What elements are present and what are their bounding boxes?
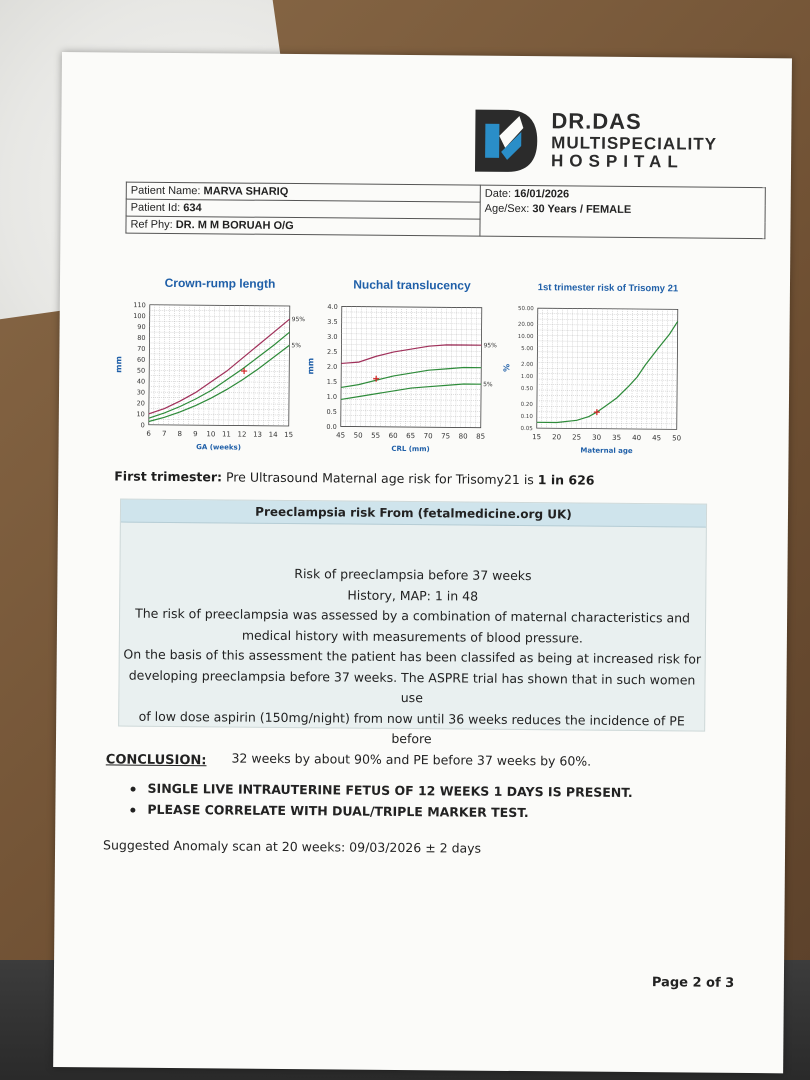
y-tick-label: 20 (136, 399, 145, 408)
nt-chart (298, 274, 500, 466)
x-tick-label: 11 (221, 430, 231, 439)
y-tick-label: 10.00 (517, 333, 534, 341)
pe-line: On the basis of this assessment the patient has been classifed as being at increased risk for (123, 646, 702, 667)
page-total: 3 (725, 975, 735, 991)
pe-line: Risk of preeclampsia before 37 weeks (294, 566, 532, 584)
agesex-label: Age/Sex: (484, 202, 530, 216)
page-of: of (706, 975, 721, 991)
series-label: 95% (483, 342, 497, 350)
date-age-cell (480, 185, 765, 238)
suggested-scan-value: 09/03/2026 ± 2 days (349, 839, 482, 856)
conclusion-item (130, 802, 528, 820)
pe-line: 32 weeks by about 90% and PE before 37 weeks by 60%. (231, 750, 592, 769)
pe-line: History, MAP: 1 in 48 (347, 587, 479, 604)
y-tick-label: 20.00 (517, 321, 534, 329)
hospital-logo-icon (471, 106, 542, 177)
x-tick-label: 8 (177, 430, 183, 439)
x-tick-label: 45 (652, 434, 662, 443)
y-tick-label: 2.0 (326, 362, 338, 371)
x-tick-label: 75 (441, 432, 451, 441)
x-tick-label: 13 (253, 430, 263, 439)
y-tick-label: 3.0 (327, 332, 338, 341)
series-label: 95% (291, 316, 306, 324)
y-tick-label: 10 (136, 410, 145, 419)
patient-info-table (125, 182, 765, 240)
y-tick-label: 0.0 (326, 422, 337, 431)
patient-name-label: Patient Name: (130, 184, 201, 198)
patient-name-value: MARVA SHARIQ (203, 185, 289, 198)
x-tick-label: 35 (612, 433, 622, 442)
pe-line: medical history with measurements of blood pressure. (241, 627, 583, 646)
x-tick-label: 65 (406, 432, 416, 441)
y-tick-label: 50 (136, 366, 146, 375)
page-current: 2 (692, 975, 702, 991)
ref-phy-label: Ref Phy: (130, 218, 173, 231)
date-value: 16/01/2026 (514, 187, 570, 201)
bullet-icon (131, 787, 136, 792)
x-tick-label: 10 (206, 430, 216, 439)
conclusion-title: CONCLUSION: (105, 752, 207, 769)
x-tick-label: 20 (552, 433, 562, 442)
chart-title: Crown-rump length (164, 275, 276, 291)
pe-line: of low dose aspirin (150mg/night) from now until 36 weeks reduces the incidence of PE before (138, 708, 685, 747)
hospital-name-line2: MULTISPECIALITY (551, 133, 718, 154)
x-tick-label: 40 (632, 433, 642, 443)
y-axis-label: mm (114, 356, 124, 373)
y-tick-label: 110 (133, 301, 146, 310)
y-tick-label: 0.05 (520, 426, 533, 433)
x-tick-label: 12 (237, 430, 247, 439)
series-label: 5% (291, 342, 302, 350)
x-axis-label: CRL (mm) (391, 444, 430, 454)
patient-id-value: 634 (183, 202, 202, 215)
x-tick-label: 6 (146, 429, 151, 438)
hospital-name-line1: DR.DAS (551, 108, 642, 135)
y-tick-label: 0.20 (520, 401, 533, 409)
y-tick-label: 70 (137, 344, 146, 353)
y-tick-label: 1.0 (326, 392, 338, 401)
conclusion-item-text: SINGLE LIVE INTRAUTERINE FETUS OF 12 WEEKS 1 DAYS IS PRESENT. (147, 780, 633, 801)
x-tick-label: 55 (371, 431, 381, 440)
x-tick-label: 85 (476, 432, 486, 441)
report-page (53, 52, 792, 1073)
y-tick-label: 90 (137, 322, 146, 332)
x-tick-label: 7 (161, 429, 167, 438)
x-axis-label: GA (weeks) (196, 443, 241, 452)
x-tick-label: 80 (458, 432, 468, 441)
x-tick-label: 9 (193, 430, 198, 439)
first-trimester-risk-value: 1 in 626 (537, 472, 595, 488)
x-tick-label: 15 (284, 430, 294, 440)
x-tick-label: 30 (592, 433, 602, 442)
x-tick-label: 14 (268, 430, 278, 439)
y-tick-label: 0 (140, 421, 145, 430)
preeclampsia-header: Preeclampsia risk From (fetalmedicine.org UK) (121, 500, 706, 528)
ref-phy-value: DR. M M BORUAH O/G (175, 218, 294, 233)
pe-line: developing preeclampsia before 37 weeks. The ASPRE trial has shown that in such women use (128, 667, 696, 706)
chart-title: Nuchal translucency (353, 277, 471, 293)
y-tick-label: 80 (137, 333, 146, 342)
y-tick-label: 1.5 (326, 377, 338, 386)
y-tick-label: 100 (133, 312, 146, 321)
y-tick-label: 0.10 (520, 413, 533, 421)
date-label: Date: (484, 187, 512, 200)
first-trimester-risk (114, 468, 594, 487)
first-trimester-label: First trimester: (114, 468, 223, 485)
hospital-name (551, 108, 717, 171)
conclusion-item (131, 781, 633, 800)
y-axis-label: mm (306, 357, 316, 375)
hospital-name-line3: HOSPITAL (550, 151, 684, 172)
ref-phy-cell (126, 216, 480, 236)
pe-line: The risk of preeclampsia was assessed by a combination of maternal characteristics and (135, 605, 691, 626)
preeclampsia-body (119, 523, 706, 773)
y-tick-label: 4.0 (327, 302, 338, 311)
y-tick-label: 2.00 (521, 361, 534, 369)
suggested-scan-label: Suggested Anomaly scan at 20 weeks: (103, 837, 346, 855)
x-tick-label: 50 (672, 434, 682, 443)
page-number (652, 975, 734, 991)
y-tick-label: 40 (136, 377, 146, 386)
y-tick-label: 5.00 (521, 346, 534, 353)
suggested-scan (103, 837, 481, 855)
y-tick-label: 3.5 (327, 317, 338, 326)
x-axis-label: Maternal age (580, 446, 633, 455)
page-label: Page (651, 975, 689, 991)
x-tick-label: 50 (353, 431, 363, 440)
x-tick-label: 70 (423, 432, 433, 441)
series-label: 5% (483, 381, 493, 389)
y-tick-label: 30 (136, 388, 146, 397)
conclusion-item-text: PLEASE CORRELATE WITH DUAL/TRIPLE MARKER TEST. (147, 801, 529, 821)
y-tick-label: 1.00 (520, 373, 534, 381)
t21-chart (488, 276, 690, 468)
y-tick-label: 60 (137, 355, 146, 364)
y-tick-label: 2.5 (327, 347, 338, 356)
chart-title: 1st trimester risk of Trisomy 21 (537, 282, 679, 295)
bullet-icon (130, 808, 135, 813)
first-trimester-text: Pre Ultrasound Maternal age risk for Trisomy21 is (225, 469, 534, 488)
y-tick-label: 0.50 (520, 386, 534, 393)
y-tick-label: 0.5 (326, 407, 337, 416)
x-tick-label: 60 (388, 431, 398, 440)
x-tick-label: 15 (532, 433, 542, 442)
x-tick-label: 25 (572, 433, 582, 442)
y-tick-label: 50.00 (517, 305, 534, 313)
crl-chart (108, 272, 310, 464)
y-axis-label: % (502, 363, 512, 372)
agesex-value: 30 Years / FEMALE (532, 203, 632, 216)
x-tick-label: 45 (336, 431, 346, 440)
hospital-logo (471, 106, 742, 178)
patient-id-label: Patient Id: (130, 201, 181, 215)
